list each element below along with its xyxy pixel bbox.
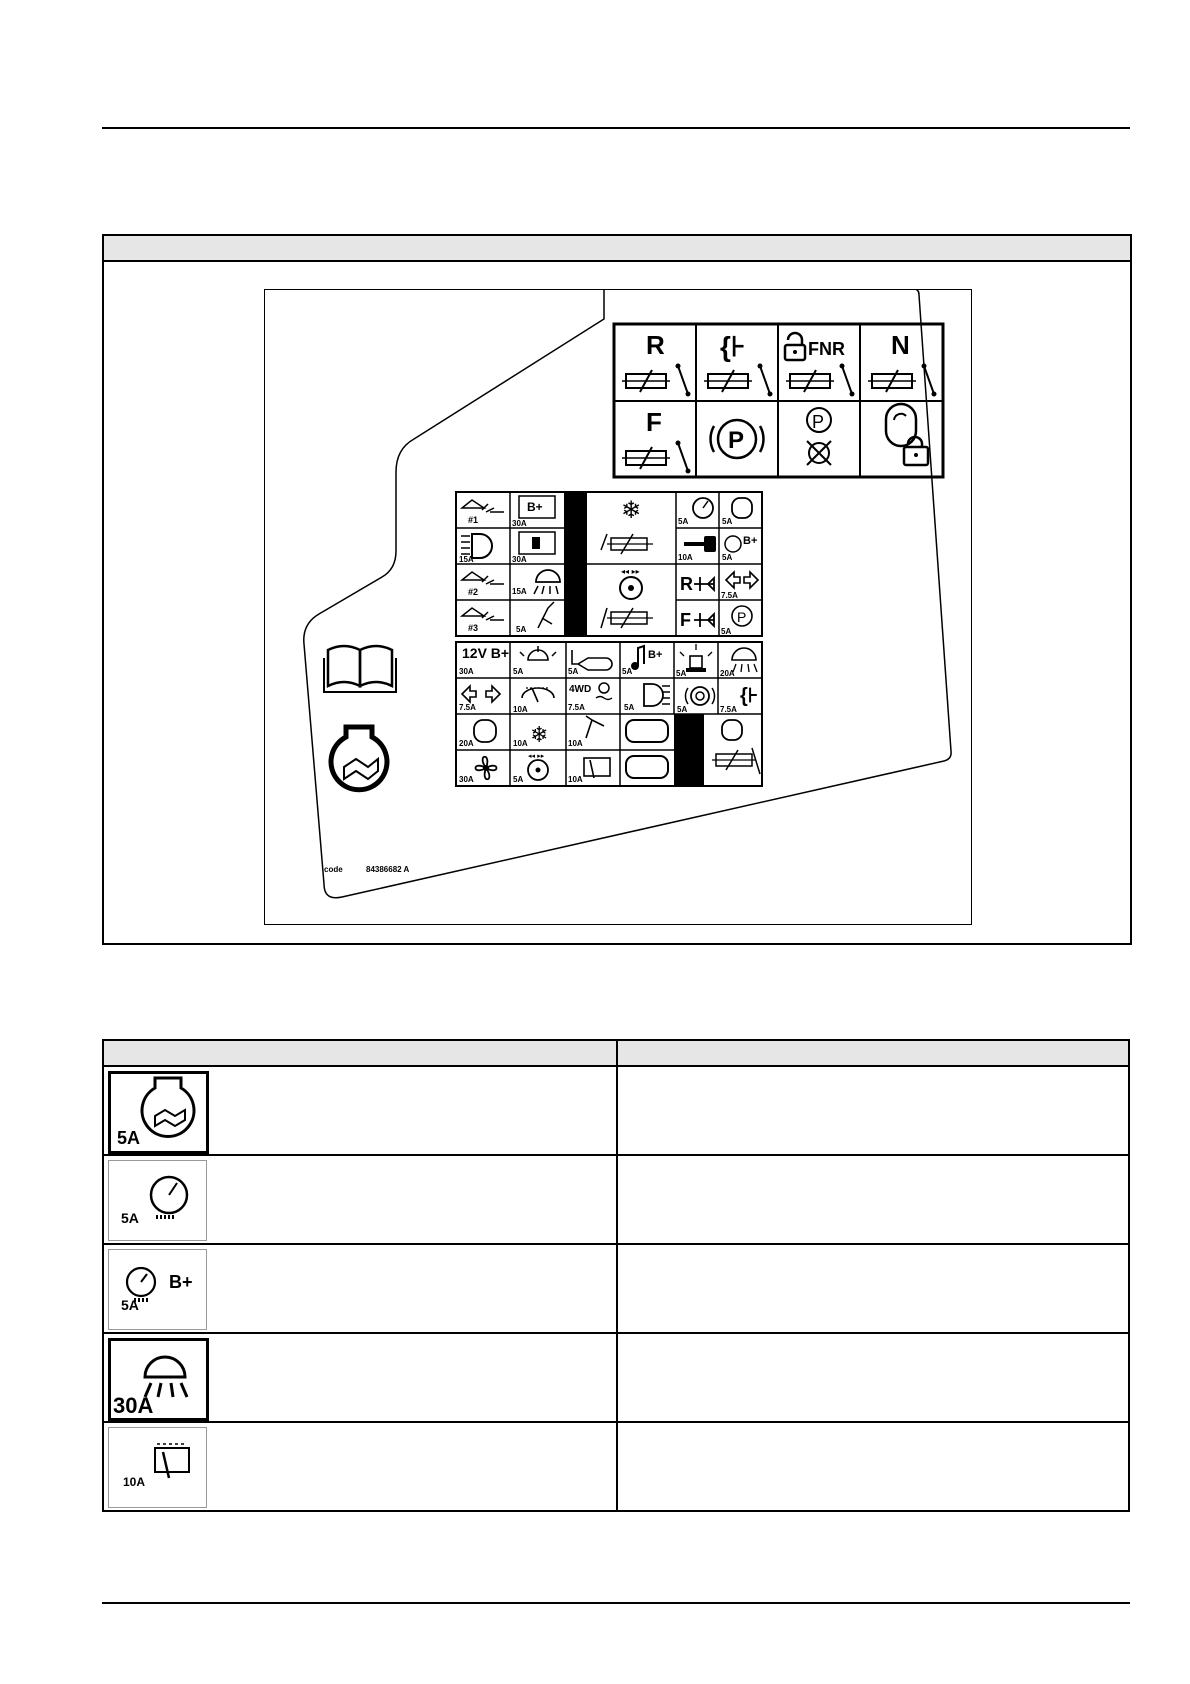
fuse-diff-lock [720,685,758,714]
relay-label-r: R [646,330,665,360]
fuse-beacon [516,602,554,634]
svg-text:F: F [680,610,691,630]
fuse-work-light [512,570,560,596]
fuse-engine-manual [722,498,752,526]
svg-text:B+: B+ [743,535,758,547]
spare-fuse-slot-1 [626,720,668,742]
fuse-horn [568,650,612,676]
fuse-battery-supply [459,645,509,676]
svg-text:B+: B+ [527,500,543,514]
svg-text:20A: 20A [459,739,474,748]
fuse-turn-signals [459,686,500,712]
svg-text:5A: 5A [121,1210,139,1226]
parking-brake-icon [711,420,764,458]
fuse-key-manual [512,532,555,564]
description-cell [617,1066,1129,1155]
parking-brake-fault-icon [807,408,831,465]
relay-label-n: N [891,330,910,360]
svg-text:{⊦: {⊦ [740,685,759,707]
fuse-rear-wiper [568,758,610,784]
svg-text:#1: #1 [468,515,479,525]
fuse-legend-table [102,1039,1130,1512]
svg-text:4WD: 4WD [569,684,592,695]
fuse-reverse-brake [680,574,714,594]
svg-text:❄: ❄ [621,496,642,524]
table-row [103,1066,1129,1155]
fuse-mirror [568,716,604,748]
relay-label-f: F [646,407,662,437]
fuse-parking-brake [721,606,752,636]
engine-start-relay-icon [712,720,760,774]
svg-text:30A: 30A [459,775,474,784]
relay-differential-lock [704,331,773,397]
fuse-4wd [568,683,612,712]
svg-text:7.5A: 7.5A [720,705,737,714]
svg-text:5A: 5A [722,517,733,526]
svg-text:10A: 10A [568,775,583,784]
svg-text:30A: 30A [459,667,474,676]
fuse-light-3 [462,608,504,633]
diff-lock-icon: {⊦ [720,331,746,362]
engine-service-manual-icon [331,727,387,790]
relay-reverse [622,330,691,397]
mid-fuse-block [456,492,762,636]
fuse-battery-manual [512,496,555,528]
svg-text:5A: 5A [568,667,579,676]
svg-text:B+: B+ [648,649,663,661]
table-row [103,1333,1129,1422]
footer-rule [102,1602,1130,1604]
svg-text:5A: 5A [676,669,687,678]
svg-text:5A: 5A [513,775,524,784]
decal-code-label: code [324,865,343,874]
svg-text:15A: 15A [459,555,474,564]
fuse-light-1 [462,500,504,525]
svg-text:30A: 30A [512,555,527,564]
fuse-decal [264,289,972,925]
svg-text:◂◂ ▸▸: ◂◂ ▸▸ [528,752,545,760]
engine-unlock-icon [886,404,928,465]
svg-text:5A: 5A [624,703,635,712]
rear-wiper-icon [108,1427,207,1508]
fuse-air-conditioning [513,723,548,748]
read-manual-icon [324,646,396,692]
decal-part-number: 84386682 A [366,865,410,874]
gauge-icon [108,1160,207,1241]
fuse-cab-light [513,646,556,676]
relay-block [614,324,943,477]
fuse-engine [459,720,496,748]
description-cell [617,1244,1129,1333]
svg-text:10A: 10A [513,705,528,714]
fuse-light-2 [462,572,504,597]
svg-text:P: P [812,412,825,432]
fuse-beacon-light [676,644,712,678]
svg-text:R: R [680,574,693,594]
svg-text:5A: 5A [121,1297,139,1313]
svg-text:7.5A: 7.5A [721,591,738,600]
spare-fuse-slot-2 [626,756,668,778]
svg-text:10A: 10A [513,739,528,748]
fuse-headlight [459,534,492,564]
decal-frame [265,290,972,925]
svg-text:5A: 5A [513,667,524,676]
table-row [103,1422,1129,1511]
padlock-icon [785,333,805,360]
svg-text:P: P [728,427,745,454]
svg-text:5A: 5A [678,517,689,526]
svg-text:#3: #3 [468,623,479,633]
relay-fnr-lock [785,333,855,397]
svg-text:10A: 10A [678,553,693,562]
table-row [103,1155,1129,1244]
description-cell [617,1422,1129,1511]
svg-text:5A: 5A [117,1128,141,1148]
relay-symbol-icon [622,364,691,397]
gauge-battery-icon [108,1249,207,1330]
legend-header-symbol [103,1040,617,1066]
relay-neutral [868,330,937,397]
description-cell [617,1155,1129,1244]
svg-text:#2: #2 [468,587,479,597]
fuse-blower-fan [459,757,497,784]
svg-text:10A: 10A [123,1475,146,1489]
svg-text:7.5A: 7.5A [568,703,585,712]
relay-label-fnr: FNR [808,339,845,359]
svg-text:12V B+: 12V B+ [462,645,510,661]
svg-text:10A: 10A [568,739,583,748]
fuse-ignition-key [678,536,716,562]
fuse-gauge-battery [722,535,757,562]
svg-text:15A: 15A [512,587,527,596]
bottom-fuse-block [456,642,762,786]
fuse-label-figure [102,234,1132,945]
fuse-radio [622,646,662,676]
svg-text:5A: 5A [622,667,633,676]
fuse-forward-brake [680,610,714,630]
header-rule [102,127,1130,129]
engine-manual-icon [108,1071,209,1154]
fuse-turn-signal [721,572,758,600]
svg-text:30A: 30A [512,519,527,528]
fuse-work-lights [720,648,757,678]
fuse-dipped-beam [624,684,670,712]
svg-text:B+: B+ [169,1272,193,1292]
figure-header-bar [104,236,1130,262]
svg-text:30A: 30A [113,1393,154,1418]
svg-text:5A: 5A [721,627,732,636]
table-row [103,1244,1129,1333]
svg-text:5A: 5A [722,553,733,562]
fuse-brake-light [677,687,715,714]
relay-forward [622,407,691,474]
svg-text:◂◂ ▸▸: ◂◂ ▸▸ [621,567,640,576]
svg-text:20A: 20A [720,669,735,678]
svg-text:5A: 5A [677,705,688,714]
description-cell [617,1333,1129,1422]
svg-text:7.5A: 7.5A [459,703,476,712]
steering-relay-icon [601,567,653,628]
fuse-front-wiper [513,688,554,714]
ac-relay-icon [601,496,653,554]
svg-text:P: P [737,609,747,625]
svg-text:❄: ❄ [530,723,549,748]
svg-text:5A: 5A [516,625,527,634]
legend-header-description [617,1040,1129,1066]
fuse-gauge [678,498,713,526]
fuse-steering [513,752,548,784]
work-light-icon [108,1338,209,1421]
